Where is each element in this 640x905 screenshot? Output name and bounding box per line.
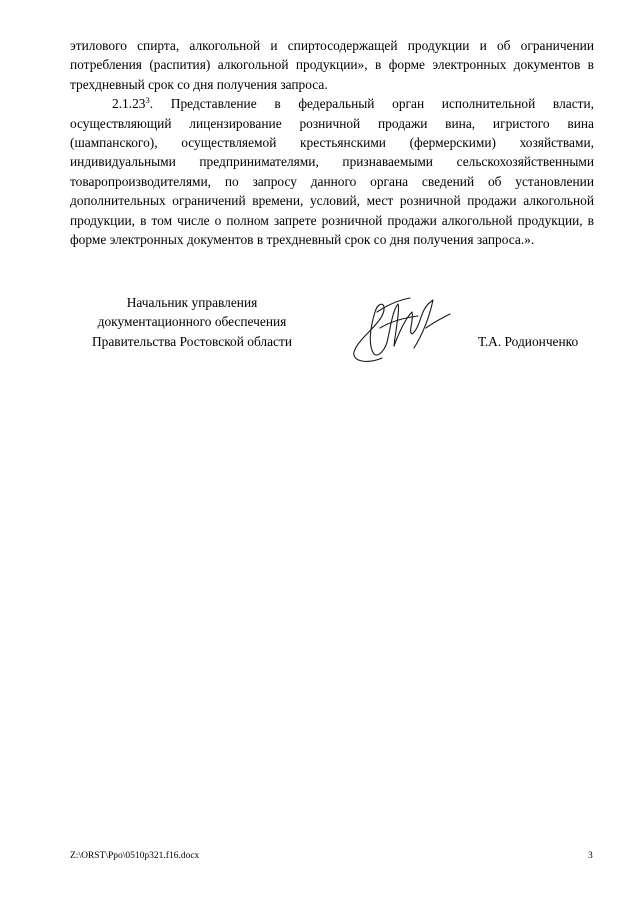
handwritten-signature bbox=[338, 288, 458, 372]
position-line-1: Начальник управления bbox=[126, 295, 258, 310]
paragraph-2-1-23-3 bbox=[70, 94, 594, 249]
signer-name: Т.А. Родионченко bbox=[478, 334, 579, 349]
footer-file-path: Z:\ORST\Ppo\0510p321.f16.docx bbox=[70, 851, 200, 861]
paragraph-continuation: этилового спирта, алкогольной и спиртосодержащей продукции и об ограничении потребления (распития) алкогольной продукции», в форме электронных документов в трехдневный срок со дня получения запроса. bbox=[70, 38, 594, 92]
position-line-3: Правительства Ростовской области bbox=[91, 333, 293, 349]
paragraph-text: . Представление в федеральный орган исполнительной власти, осуществляющий лицензирование розничной продажи вина, игристого вина (шампанского), осуществляемой крестьянскими (фермерскими) хозяйствами, индивидуальными предпринимателями, признаваемыми сельскохозяйственными товаропроизводителями, по запросу данного органа сведений об установлении дополнительных ограничений времени, условий, мест розничной продажи алкогольной продукции, в том числе о полном запрете розничной продажи алкогольной продукции, в форме электронных документов в трехдневный срок со дня получения запроса.». bbox=[70, 96, 594, 248]
signatory-position bbox=[62, 293, 322, 351]
paragraph-number-superscript: 3 bbox=[145, 95, 150, 106]
page-number: 3 bbox=[588, 851, 593, 861]
paragraph-number: 2.1.23 bbox=[112, 96, 146, 112]
position-line-2: документационного обеспечения bbox=[97, 314, 287, 330]
document-body bbox=[70, 36, 594, 249]
